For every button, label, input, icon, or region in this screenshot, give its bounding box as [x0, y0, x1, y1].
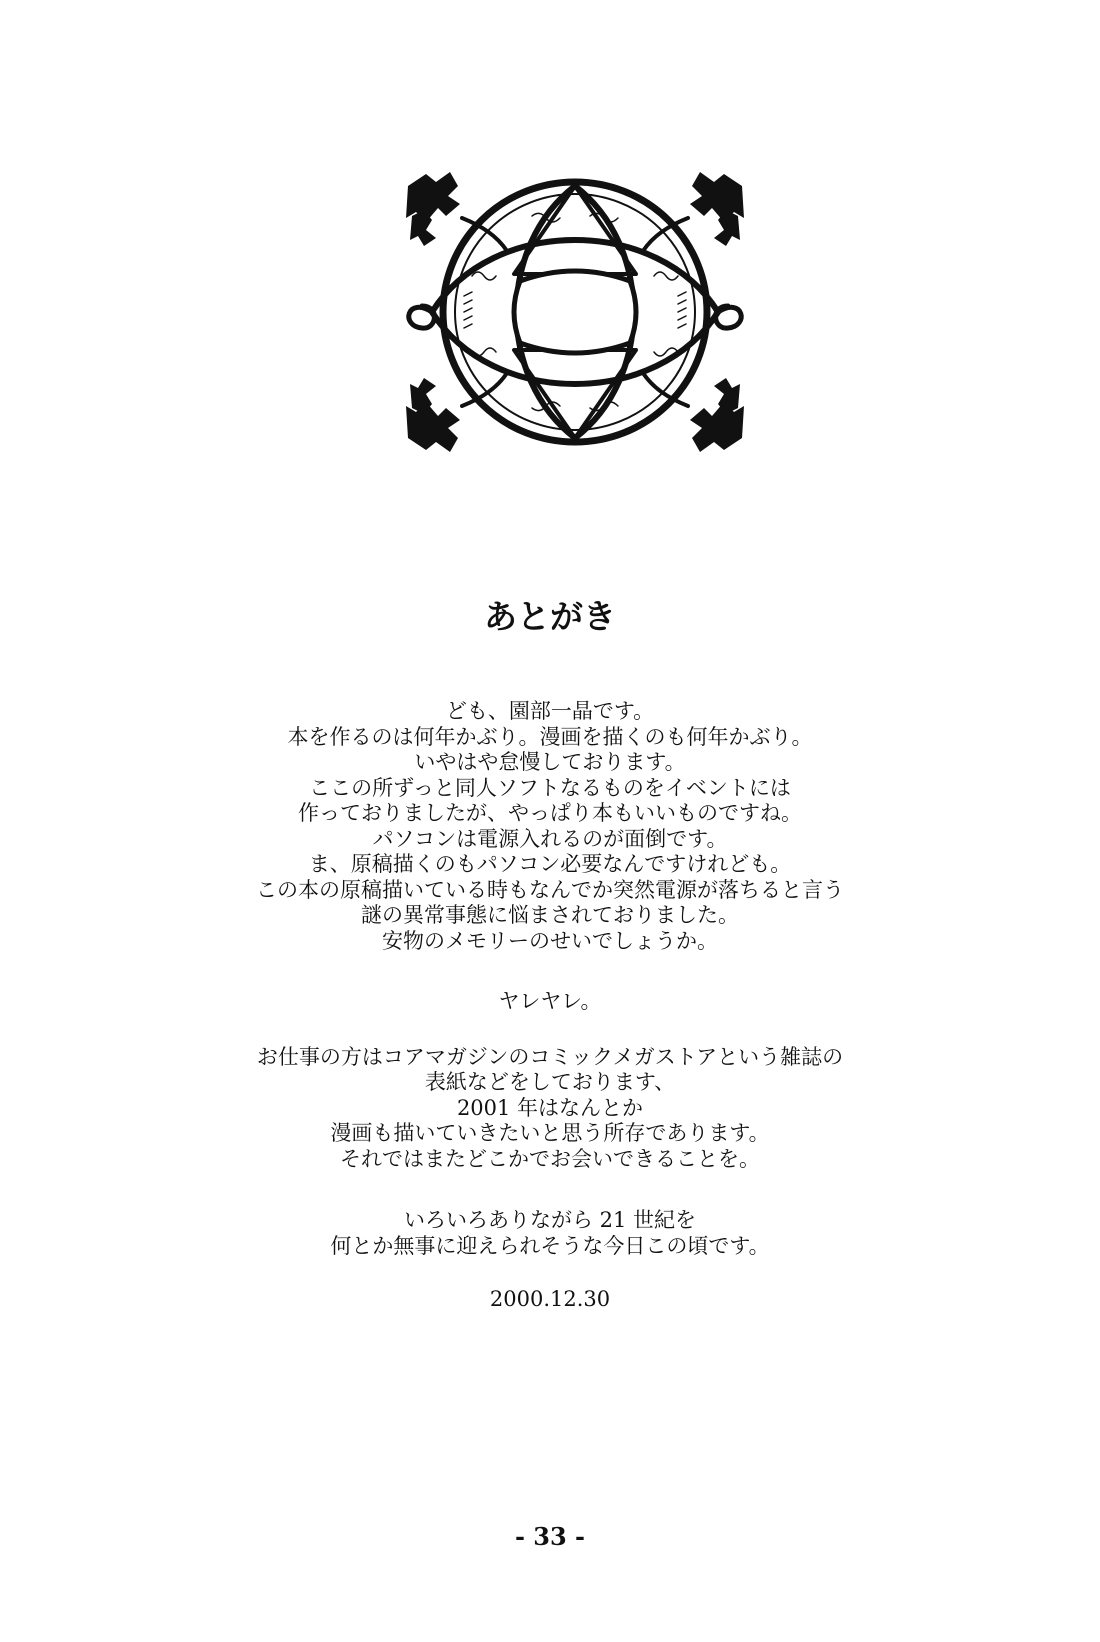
text-line: それではまたどこかでお会いできることを。	[340, 1146, 760, 1171]
text-line: いやはや怠慢しております。	[414, 750, 686, 774]
text-line: 2001 年はなんとか	[456, 1095, 644, 1120]
date: 2000.12.30	[489, 1287, 611, 1311]
paragraph-sigh	[0, 989, 1100, 1015]
paragraph-closing	[0, 1208, 1100, 1259]
paragraph-greeting	[0, 699, 1100, 954]
text-line: お仕事の方はコアマガジンのコミックメガストアという雑誌の	[256, 1044, 844, 1069]
text-line: 本を作るのは何年かぶり。漫画を描くのも何年かぶり。	[287, 724, 813, 749]
text-line: 謎の異常事態に悩まされておりました。	[361, 903, 739, 927]
text-line: 安物のメモリーのせいでしょうか。	[382, 928, 718, 953]
paragraph-work	[0, 1045, 1100, 1173]
celtic-knot-ornament-icon	[402, 156, 748, 468]
text-line: 漫画も描いていきたいと思う所存であります。	[330, 1121, 770, 1145]
text-line: ヤレヤレ。	[498, 989, 602, 1013]
text-line: 何とか無事に迎えられそうな今日この頃です。	[330, 1233, 770, 1258]
text-line: ここの所ずっと同人ソフトなるものをイベントには	[309, 775, 791, 800]
text-line: いろいろありながら 21 世紀を	[403, 1208, 697, 1232]
text-line: ども、園部一晶です。	[445, 699, 655, 723]
text-line: ま、原稿描くのもパソコン必要なんですけれども。	[308, 852, 792, 876]
page-number: - 33 -	[514, 1522, 586, 1551]
text-line: この本の原稿描いている時もなんでか突然電源が落ちると言う	[256, 877, 844, 902]
text-line: 表紙などをしております、	[424, 1070, 676, 1094]
text-line: パソコンは電源入れるのが面倒です。	[372, 826, 728, 851]
afterword-body	[0, 699, 1100, 1313]
page-title: あとがき	[484, 597, 616, 636]
text-line: 作っておりましたが、やっぱり本もいいものですね。	[298, 801, 802, 825]
